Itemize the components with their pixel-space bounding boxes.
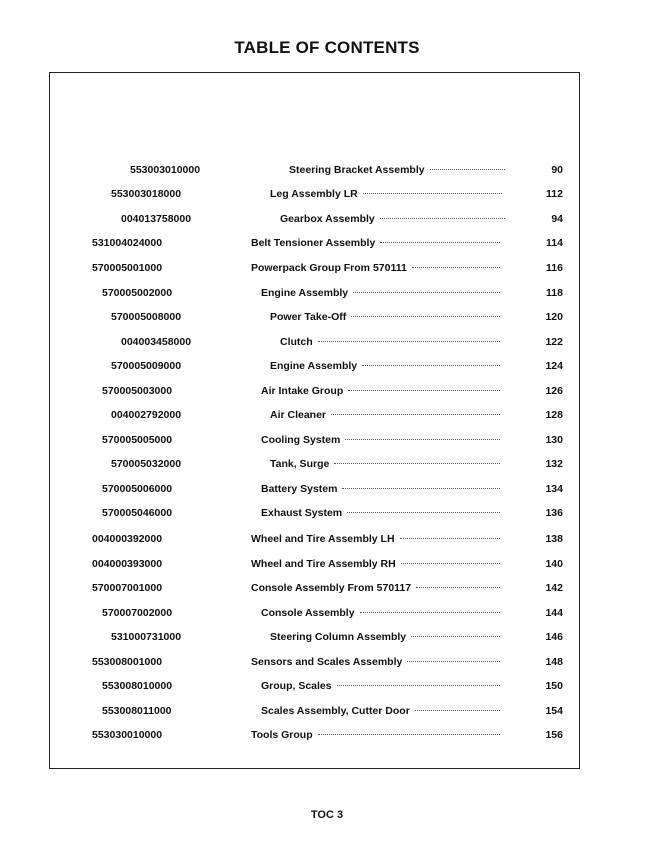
part-number: 531000731000	[111, 631, 182, 643]
entry-description-line	[270, 409, 500, 421]
entry-description-line	[251, 582, 500, 594]
toc-entry	[0, 656, 654, 672]
entry-description-line	[251, 656, 500, 668]
entry-page-number: 156	[545, 729, 563, 741]
entry-page-number: 146	[545, 631, 563, 643]
entry-description-line	[251, 729, 500, 741]
entry-description: Powerpack Group From 570111	[251, 262, 407, 274]
toc-entry	[0, 360, 654, 376]
toc-entry	[0, 409, 654, 425]
toc-entry	[0, 434, 654, 450]
entry-description-line	[261, 385, 500, 397]
page-title: TABLE OF CONTENTS	[234, 38, 420, 57]
entry-page-number: 140	[545, 558, 563, 570]
dot-leader	[345, 439, 500, 440]
entry-page-number: 120	[545, 311, 563, 323]
entry-description-line	[261, 507, 500, 519]
dot-leader	[380, 218, 505, 219]
entry-description-line	[261, 607, 500, 619]
part-number: 004003458000	[121, 336, 192, 348]
entry-description: Group, Scales	[261, 680, 332, 692]
entry-page-number: 128	[545, 409, 563, 421]
entry-description: Belt Tensioner Assembly	[251, 237, 376, 249]
part-number: 570005006000	[102, 483, 173, 495]
part-number: 570005046000	[102, 507, 173, 519]
entry-description-line	[270, 311, 500, 323]
part-number: 570005001000	[92, 262, 163, 274]
dot-leader	[318, 341, 500, 342]
toc-entry	[0, 582, 654, 598]
part-number: 553008011000	[102, 705, 172, 717]
entry-description: Exhaust System	[261, 507, 343, 519]
dot-leader	[360, 612, 500, 613]
entry-page-number: 154	[545, 705, 563, 717]
entry-description-line	[261, 287, 500, 299]
toc-entry	[0, 336, 654, 352]
part-number: 570005032000	[111, 458, 182, 470]
part-number: 553008001000	[92, 656, 163, 668]
toc-entry	[0, 507, 654, 523]
part-number: 004013758000	[121, 213, 192, 225]
entry-description: Tank, Surge	[270, 458, 330, 470]
entry-page-number: 94	[551, 213, 563, 225]
dot-leader	[318, 734, 500, 735]
page-number: TOC 3	[310, 809, 344, 821]
entry-page-number: 126	[545, 385, 563, 397]
entry-description-line	[261, 483, 500, 495]
entry-page-number: 116	[546, 262, 563, 274]
entry-description: Air Cleaner	[270, 409, 327, 421]
entry-description-line	[289, 164, 505, 176]
entry-page-number: 130	[545, 434, 563, 446]
part-number: 553003010000	[130, 164, 201, 176]
entry-description-line	[280, 336, 500, 348]
part-number: 004002792000	[111, 409, 182, 421]
dot-leader	[400, 538, 500, 539]
part-number: 004000392000	[92, 533, 163, 545]
entry-page-number: 150	[545, 680, 563, 692]
entry-description-line	[280, 213, 505, 225]
entry-description: Sensors and Scales Assembly	[251, 656, 403, 668]
toc-entry	[0, 262, 654, 278]
entry-description: Wheel and Tire Assembly RH	[251, 558, 396, 570]
part-number: 570007001000	[92, 582, 163, 594]
entry-description: Engine Assembly	[261, 287, 349, 299]
dot-leader	[401, 563, 500, 564]
toc-entry	[0, 607, 654, 623]
toc-entry	[0, 705, 654, 721]
entry-page-number: 136	[545, 507, 563, 519]
entry-description: Console Assembly	[261, 607, 355, 619]
entry-description: Power Take-Off	[270, 311, 347, 323]
dot-leader	[415, 710, 500, 711]
dot-leader	[411, 636, 500, 637]
part-number: 570005005000	[102, 434, 173, 446]
dot-leader	[353, 292, 500, 293]
entry-description: Leg Assembly LR	[270, 188, 358, 200]
dot-leader	[416, 587, 500, 588]
entry-page-number: 118	[546, 287, 563, 299]
entry-description-line	[261, 705, 500, 717]
entry-description-line	[270, 458, 500, 470]
dot-leader	[362, 365, 500, 366]
entry-description: Steering Column Assembly	[270, 631, 407, 643]
toc-entry	[0, 458, 654, 474]
entry-page-number: 132	[545, 458, 563, 470]
toc-entry	[0, 533, 654, 549]
toc-entry	[0, 631, 654, 647]
toc-entry	[0, 213, 654, 229]
dot-leader	[407, 661, 500, 662]
toc-entry	[0, 558, 654, 574]
entry-page-number: 142	[545, 582, 563, 594]
entry-page-number: 138	[545, 533, 563, 545]
entry-page-number: 134	[545, 483, 563, 495]
entry-description: Clutch	[280, 336, 313, 348]
entry-description-line	[251, 533, 500, 545]
dot-leader	[347, 512, 500, 513]
dot-leader	[331, 414, 500, 415]
entry-description-line	[261, 434, 500, 446]
entry-description-line	[251, 237, 500, 249]
dot-leader	[337, 685, 500, 686]
toc-entry	[0, 385, 654, 401]
toc-entry	[0, 164, 654, 180]
toc-entry	[0, 483, 654, 499]
toc-entry	[0, 237, 654, 253]
entry-description-line	[270, 188, 502, 200]
entry-description: Cooling System	[261, 434, 341, 446]
dot-leader	[334, 463, 500, 464]
toc-entry	[0, 188, 654, 204]
entry-description: Wheel and Tire Assembly LH	[251, 533, 395, 545]
entry-page-number: 122	[545, 336, 563, 348]
entry-description: Battery System	[261, 483, 338, 495]
entry-description-line	[251, 558, 500, 570]
entry-page-number: 148	[545, 656, 563, 668]
toc-entry	[0, 680, 654, 696]
part-number: 570005003000	[102, 385, 173, 397]
part-number: 570007002000	[102, 607, 173, 619]
toc-entry	[0, 311, 654, 327]
entry-description-line	[270, 360, 500, 372]
entry-description-line	[251, 262, 500, 274]
dot-leader	[342, 488, 500, 489]
toc-entry	[0, 729, 654, 745]
part-number: 553030010000	[92, 729, 163, 741]
entry-page-number: 90	[551, 164, 563, 176]
entry-description: Tools Group	[251, 729, 313, 741]
dot-leader	[351, 316, 500, 317]
dot-leader	[412, 267, 500, 268]
dot-leader	[363, 193, 502, 194]
part-number: 531004024000	[92, 237, 163, 249]
part-number: 570005009000	[111, 360, 182, 372]
entry-description: Gearbox Assembly	[280, 213, 375, 225]
part-number: 553008010000	[102, 680, 173, 692]
toc-entry	[0, 287, 654, 303]
entry-description: Console Assembly From 570117	[251, 582, 412, 594]
entry-description: Scales Assembly, Cutter Door	[261, 705, 410, 717]
part-number: 570005002000	[102, 287, 173, 299]
part-number: 553003018000	[111, 188, 182, 200]
entry-description: Air Intake Group	[261, 385, 344, 397]
part-number: 004000393000	[92, 558, 163, 570]
entry-description: Steering Bracket Assembly	[289, 164, 425, 176]
entry-page-number: 112	[546, 188, 563, 200]
dot-leader	[380, 242, 500, 243]
dot-leader	[430, 169, 505, 170]
entry-page-number: 124	[545, 360, 563, 372]
entry-description-line	[270, 631, 500, 643]
entry-description: Engine Assembly	[270, 360, 358, 372]
part-number: 570005008000	[111, 311, 182, 323]
entry-description-line	[261, 680, 500, 692]
entry-page-number: 144	[545, 607, 563, 619]
entry-page-number: 114	[546, 237, 563, 249]
dot-leader	[348, 390, 500, 391]
